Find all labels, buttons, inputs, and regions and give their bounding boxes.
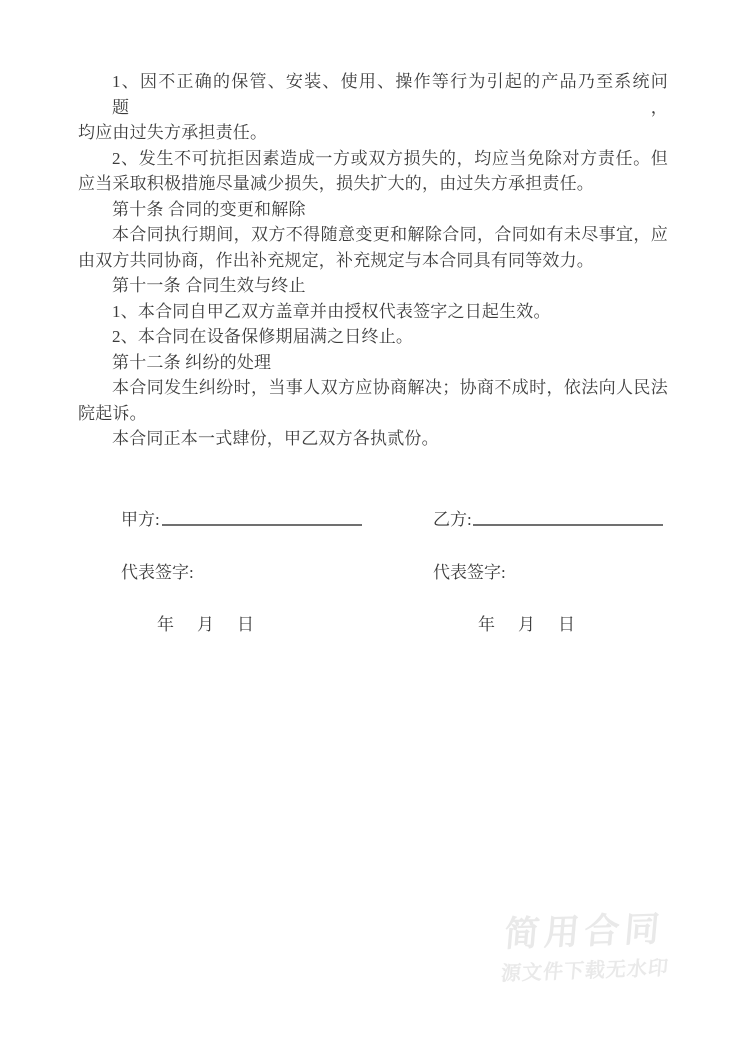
paragraph-line: 2、发生不可抗拒因素造成一方或双方损失的，均应当免除对方责任。但 <box>112 148 668 168</box>
contract-body <box>78 69 668 452</box>
paragraph-line: 应当采取积极措施尽量减少损失，损失扩大的，由过失方承担责任。 <box>78 174 594 193</box>
party-a-label: 甲方: <box>121 510 160 529</box>
watermark-title: 简用合同 <box>502 909 667 955</box>
paragraph-line: 第十条 合同的变更和解除 <box>112 199 306 219</box>
paragraph-line: 第十二条 纠纷的处理 <box>112 352 272 372</box>
paragraph <box>78 324 668 350</box>
paragraph-line: 1、因不正确的保管、安装、使用、操作等行为引起的产品乃至系统问题， <box>112 72 668 117</box>
paragraph <box>78 222 668 273</box>
party-b-signature-line <box>473 524 663 526</box>
party-a-date-label: 年 月 日 <box>157 615 257 634</box>
paragraph-line: 1、本合同自甲乙双方盖章并由授权代表签字之日起生效。 <box>112 301 551 321</box>
paragraph-line: 由双方共同协商，作出补充规定，补充规定与本合同具有同等效力。 <box>78 250 594 270</box>
clause-heading <box>78 350 668 376</box>
party-b-label: 乙方: <box>433 510 472 529</box>
paragraph-line: 本合同正本一式肆份，甲乙双方各执贰份。 <box>112 429 439 448</box>
watermark-subtitle: 源文件下载无水印 <box>500 957 670 986</box>
paragraph <box>78 375 668 426</box>
clause-heading <box>78 273 668 299</box>
paragraph-line: 2、本合同在设备保修期届满之日终止。 <box>112 327 414 346</box>
paragraph-line: 均应由过失方承担责任。 <box>78 123 268 142</box>
paragraph-line: 第十一条 合同生效与终止 <box>112 276 306 295</box>
paragraph-line: 院起诉。 <box>78 403 147 423</box>
paragraph <box>78 299 668 325</box>
party-a-representative-sign-label: 代表签字: <box>121 563 194 582</box>
paragraph-line: 本合同执行期间，双方不得随意变更和解除合同，合同如有未尽事宜，应 <box>112 225 668 244</box>
paragraph <box>78 426 668 452</box>
paragraph-line: 本合同发生纠纷时，当事人双方应协商解决；协商不成时，依法向人民法 <box>112 378 668 397</box>
watermark <box>500 911 674 984</box>
paragraph <box>78 146 668 197</box>
party-b-representative-sign-label: 代表签字: <box>433 563 506 582</box>
paragraph <box>78 69 668 146</box>
party-b-date-label: 年 月 日 <box>478 615 578 634</box>
clause-heading <box>78 197 668 223</box>
party-a-signature-line <box>162 524 362 526</box>
